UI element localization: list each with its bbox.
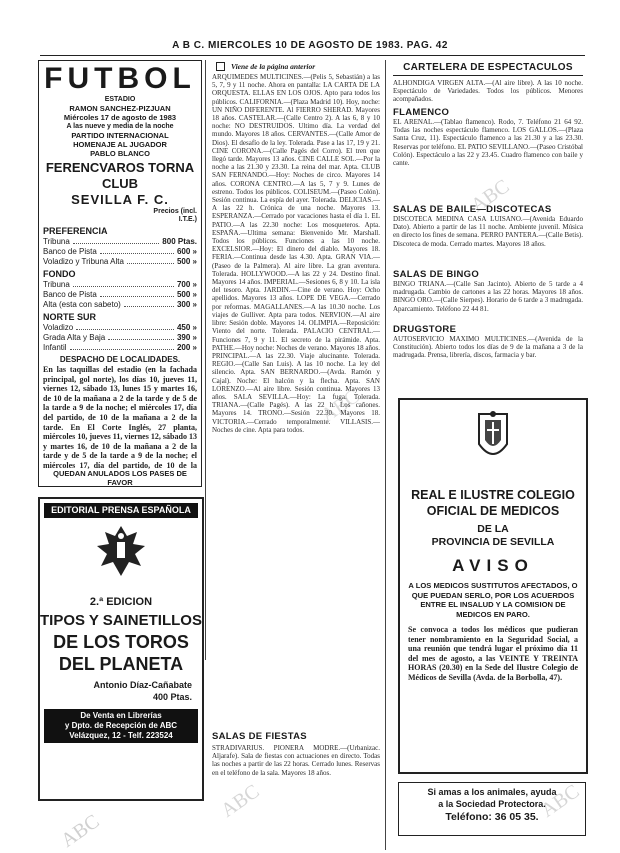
price-row-label: Voladizo — [43, 323, 74, 332]
sale-text: En las taquillas del estadio (en la fachada principal, gol norte), los días 10, jueves 11, viernes 12, sábado 13, lunes 15 y martes 16, de 10 de la mañana a 2 de la tarde y de 5 de la tarde a 9 de la noche; el miércoles 17, día del partido, de 10 de la mañana a 2 de la tarde. En El Corte Inglés, 27 planta, miércoles 10, jueves 11, viernes 12, sábado 13 y martes 16, de 10 de la mañana a 2 de la tarde y de 5 de la tarde a 9 de la noche; el miércoles 17, día del partido, de 10 de la — [43, 365, 197, 469]
watermark: ABC — [57, 810, 104, 852]
price-row — [43, 280, 197, 290]
protectora-line-2: a la Sociedad Protectora. — [438, 799, 546, 809]
price-row-label: Tribuna — [43, 280, 70, 289]
baile-heading: SALAS DE BAILE—DISCOTECAS — [393, 204, 552, 215]
book-title-3: DEL PLANETA — [58, 654, 184, 674]
drugstore-heading: DRUGSTORE — [393, 324, 457, 335]
price-list — [39, 226, 201, 353]
price-row-label: Banco de Pista — [43, 290, 97, 299]
sale-heading: DESPACHO DE LOCALIDADES. — [59, 355, 181, 364]
price-section-heading: PREFERENCIA — [43, 226, 108, 236]
price-row-value: 200 » — [176, 343, 197, 352]
crest-icon — [40, 522, 202, 589]
book-price: 400 Ptas. — [152, 692, 192, 702]
continued-label: Viene de la página anterior — [231, 62, 316, 71]
leader-dots — [108, 333, 174, 340]
fiestas-text: STRADIVARIUS. PIONERA MODRE.—(Urbanizac. Aljarafe). Sala de fiestas con actuaciones en directo. Todas las noches a partir de las 22 horas. Cerrado lunes. Reservas en el teléfono de la sala. Mayores 18 años. — [212, 744, 380, 777]
sale-line-3: Velázquez, 12 - Telf. 223524 — [69, 731, 173, 740]
price-row — [43, 257, 197, 267]
leader-dots — [127, 257, 174, 264]
price-row — [43, 247, 197, 257]
price-row-label: Banco de Pista — [43, 247, 97, 256]
leader-dots — [73, 237, 159, 244]
sale-line-2: y Dpto. de Recepción de ABC — [64, 721, 178, 730]
watermark: ABC — [317, 385, 364, 427]
watermark: ABC — [537, 780, 584, 822]
sale-line-1: De Venta en Librerías — [80, 711, 162, 720]
cartelera-listings: ARQUIMEDES MULTICINES.—(Pelis 5, Sebastián) a las 5, 7, 9 y 11 noche. Ahora en pantalla: LA CARTA DE LA ORQUESTA. ELLAS EN LOS OJOS. Apto para todos los públicos. CALIFORNIA.—(Plaza Madrid 10). Hoy, noche: UN NIÑO DIFERENTE. Al FIERRO SHERAD. Mayores 18 años. CASTELAR.—(Calle Centro 2). A las 6, 8 y 10 noche: NO DESTRUIDOS. Ultimo día. La verdad del mundo. Mayores 18 años. CERVANTES.—(Calle Amor de Dios). El desafío de la ley. Tolerada. Pase a las 17, 19 y 21. CINE CORONA.—(Calle Pagés del Corro). El tren que llegó tarde. Mayores 13 años. CINE CALLE SOL.—Por la noche a las 21.30 y 23.30. La reina del mar. Apta. CLUB SAN FERNANDO.—Hoy: Noches de circo. Mayores 14 años. CORONA CENTRO.—A las 5, 7 y 9. Lunes de estreno. Todos los públicos. COLISEUM.—(Paseo Colón). Sesión continua. La espía del ayer. Tolerada. DELICIAS.—A las 22 h. Crónica de una noche. Mayores 13. ESPERANZA.—Cerrado por vacaciones hasta el día 1. EL PATIO.—A las 22.30 noche: Los mosqueteros. Apta. ESPAÑA.—Ultima semana: Bienvenido Mr. Marshall. Todos los públicos. Funciones a las 10 noche. EXCELSIOR.—Hoy: El dinero del diablo. Mayores 18. FERIA.—Continua desde las 4.30. Apta. GRAN VIA.—(Paseo de la Palmera). Al aire libre. La gran aventura. Tolerada. HOLLYWOOD.—A las 22 y 24. Destino final. Mayores 14 años. IMPERIAL.—Sesiones 6, 8 y 10. La isla del tesoro. Apta. JARDIN.—Cine de verano. Hoy: Ocho apellidos. Mayores 13 años. LOPE DE VEGA.—Cerrado por reformas. MAGALLANES.—A las 10.30 noche. Los viajes de Gulliver. Apta para todos. NERVION.—Al aire libre: Sesión doble. Mayores 14. OLIMPIA.—Reposición: Viento del norte. Tolerada. PALACIO CENTRAL.—Funciones 7, 9 y 11. El secreto de la pirámide. Apta. PATHE.—Hoy noche: Noches de verano. Mayores 18 años. PRINCIPAL.—A las 22.30. Viaje alucinante. Tolerada. REGIO.—(Calle San Luis). A las 10 noche. La ley del silencio. Apta. SAN BERNARDO.—(Avda. Ramón y Cajal). Noche: El halcón y la flecha. Apta. SAN LORENZO.—Al aire libre. Sesión continua. Mayores 13 años. SALA SEVILLA.—Hoy: La fuga. Tolerada. TRIANA.—(Calle Pagés). A las 22 h. Los cañones. Mayores 14. TRONO.—Sesión 22.30. Mayores 18. VICTORIA.—Cerrado temporalmente. VILLASIS.—Noches de cine. Apta para todos. — [212, 73, 380, 434]
price-row-label: Voladizo y Tribuna Alta — [43, 257, 124, 266]
book-title-2: DE LOS TOROS — [53, 632, 189, 652]
notice-lead: A LOS MEDICOS SUSTITUTOS AFECTADOS, O QUE PUEDAN SERLO, POR LOS ACUERDOS ENTRE EL INSALUD Y LA COMISION DE MEDICOS EN PARO. — [408, 581, 578, 619]
team-one: FERENCVAROS TORNA CLUB — [45, 160, 195, 191]
college-notice — [398, 398, 588, 774]
protectora-phone: Teléfono: 36 05 35. — [445, 811, 539, 823]
leader-dots — [70, 343, 174, 350]
price-row-label: Alta (esta con sabeto) — [43, 300, 121, 309]
college-title-2: OFICIAL DE MEDICOS — [426, 504, 560, 518]
watermark: ABC — [467, 175, 514, 217]
continued-note — [212, 62, 380, 71]
price-row-value: 500 » — [176, 290, 197, 299]
match-time: A las nueve y media de la noche — [66, 123, 174, 130]
price-row — [43, 237, 197, 247]
bingo-heading: SALAS DE BINGO — [393, 269, 480, 280]
baile-text: DISCOTECA MEDINA CASA LUISANO.—(Avenida Eduardo Dato). Abierto a partir de las 11 noche. Ambiente juvenil. Música en directo los fines de semana. PERRO PANTERA.—(Calle Betis). Discoteca de moda. Cerrado martes. Mayores 18 años. — [393, 215, 583, 248]
book-author: Antonio Díaz-Cañabate — [93, 680, 192, 690]
price-row-value: 390 » — [176, 333, 197, 342]
college-crest-icon — [400, 410, 586, 473]
price-row-value: 800 Ptas. — [162, 237, 197, 246]
price-row-label: Tribuna — [43, 237, 70, 246]
price-row — [43, 300, 197, 310]
leader-dots — [100, 290, 174, 297]
price-row-value: 300 » — [176, 300, 197, 309]
prices-label: Precios (incl. I.T.E.) — [153, 208, 197, 223]
edition: 2.ª EDICION — [89, 596, 153, 608]
leader-dots — [100, 247, 174, 254]
price-row-label: Infantil — [43, 343, 67, 352]
cartelera-title: CARTELERA DE ESPECTACULOS — [393, 62, 583, 76]
drugstore-text: AUTOSERVICIO MAXIMO MULTICINES.—(Avenida de la Constitución). Abierto todos los días de 9 de la mañana a 3 de la madrugada. Prensa, librería, discos, farmacia y bar. — [393, 335, 583, 360]
price-row-value: 600 » — [176, 247, 197, 256]
college-province: PROVINCIA DE SEVILLA — [431, 536, 555, 548]
match-date: Miércoles 17 de agosto de 1983 — [63, 113, 177, 122]
price-row-value: 700 » — [176, 280, 197, 289]
price-row-value: 500 » — [176, 257, 197, 266]
column-rule-1 — [205, 60, 206, 660]
bingo-text: BINGO TRIANA.—(Calle San Jacinto). Abierto de 5 tarde a 4 madrugada. Cambio de cartones a las 22 horas. Mayores 18 años. BINGO ORO.—(Calle Sierpes). Horario de 6 tarde a 3 madrugada. Aparcamiento. Teléfono 22 44 81. — [393, 280, 583, 313]
sale-banner — [44, 709, 198, 743]
box-icon — [216, 62, 225, 71]
middle-column — [212, 62, 380, 802]
futbol-ad — [38, 60, 202, 487]
page-header: A B C. MIERCOLES 10 DE AGOSTO DE 1983. PAG. 42 — [172, 40, 448, 51]
header-rule — [40, 55, 585, 56]
price-row — [43, 323, 197, 333]
leader-dots — [124, 300, 174, 307]
fiestas-heading: SALAS DE FIESTAS — [212, 731, 307, 742]
flamenco-text: EL ARENAL.—(Tablao flamenco). Rodo, 7. Teléfono 21 64 92. Todas las noches espectáculo flamenco. LOS GALLOS.—(Plaza Santa Cruz, 11). Espectáculo flamenco a las 21.30 y a las 23.30. Reservas por teléfono. EL PATIO SEVILLANO.—(Paseo Cristóbal Colón). Espectáculo a las 22 y 23.45. Cuadro flamenco con baile y cante. — [393, 118, 583, 168]
college-title-1: REAL E ILUSTRE COLEGIO — [411, 488, 575, 502]
cartelera-intro: ALHONDIGA VIRGEN ALTA.—(Al aire libre). A las 10 noche. Espectáculo de Variedades. Todos los públicos. Menores acompañados. — [393, 79, 583, 103]
price-row-value: 450 » — [176, 323, 197, 332]
protectora-line-1: Si amas a los animales, ayuda — [427, 787, 557, 797]
stadium-label: ESTADIO — [104, 96, 136, 103]
team-two: SEVILLA F. C. — [71, 192, 169, 207]
book-ad — [38, 497, 204, 801]
price-row-label: Grada Alta y Baja — [43, 333, 106, 342]
college-of-the: DE LA — [477, 523, 509, 535]
watermark: ABC — [217, 780, 264, 822]
column-rule-2 — [385, 60, 386, 850]
price-row — [43, 333, 197, 343]
book-title-1: TIPOS Y SAINETILLOS — [40, 612, 202, 629]
price-row — [43, 290, 197, 300]
leader-dots — [76, 323, 174, 330]
player-name: PABLO BLANCO — [90, 149, 150, 158]
price-row — [43, 343, 197, 353]
leader-dots — [73, 280, 174, 287]
homage-line: HOMENAJE AL JUGADOR — [73, 140, 167, 149]
right-column — [393, 62, 583, 369]
notice-title: AVISO — [452, 556, 534, 575]
price-section-heading: FONDO — [43, 269, 76, 279]
match-type: PARTIDO INTERNACIONAL — [71, 131, 169, 140]
price-section-heading: NORTE SUR — [43, 312, 97, 322]
flamenco-heading: FLAMENCO — [393, 107, 450, 118]
closing-note: QUEDAN ANULADOS LOS PASES DE FAVOR — [53, 469, 187, 487]
futbol-title: FUTBOL — [44, 62, 196, 95]
stadium-name: RAMON SANCHEZ-PIZJUAN — [69, 104, 171, 113]
notice-body: Se convoca a todos los médicos que pudieran tener nombramiento en la Seguridad Social, a una reunión que tendrá lugar el próximo día 11 del mes de agosto, a las VEINTE Y TREINTA HORAS (20.30) en la Sede del Ilustre Colegio de Médicos de Sevilla (Avda. de la Borbolla, 47). — [408, 625, 578, 682]
publisher-banner: EDITORIAL PRENSA ESPAÑOLA — [44, 503, 198, 518]
